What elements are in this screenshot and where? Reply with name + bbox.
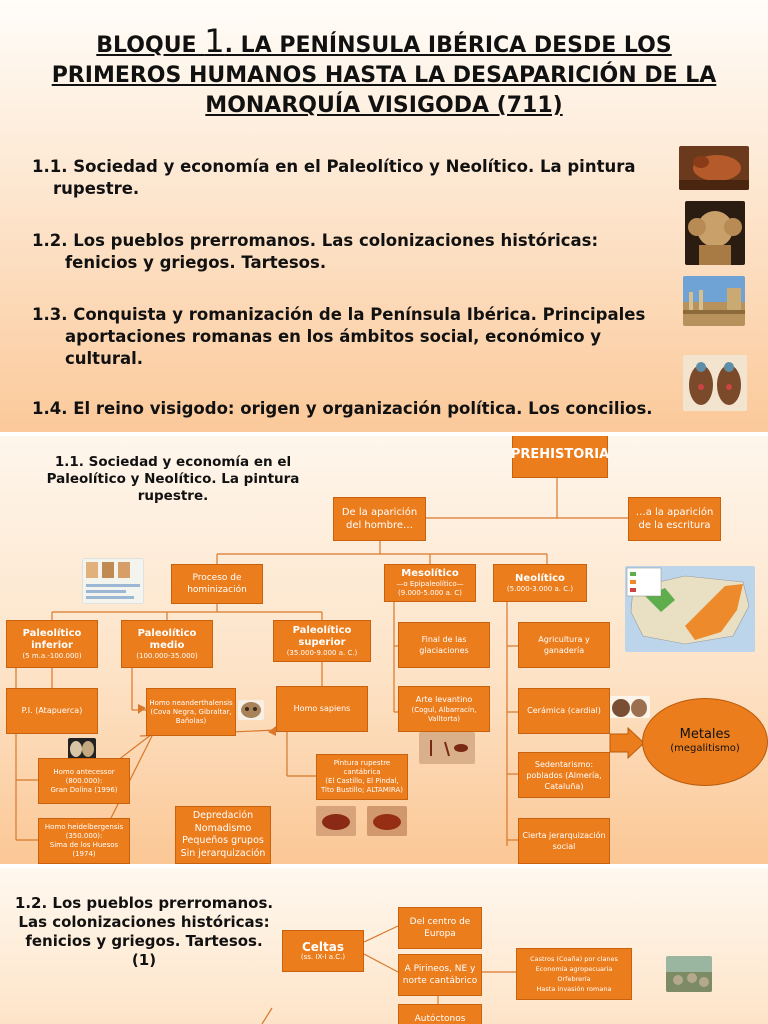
topic-item-3: 1.3. Conquista y romanización de la Península Ibérica. Principales aportaciones romanas en los ámbitos social, económico y cultural. [32, 305, 646, 368]
topic-item-1: 1.1. Sociedad y economía en el Paleolítico y Neolítico. La pintura rupestre. [32, 157, 636, 198]
castro-coana-image [666, 956, 712, 992]
metales-ellipse: Metales (megalitismo) [642, 698, 768, 786]
box-arte-levantino: Arte levantino (Cogul, Albarracín, Valltorta) [398, 686, 490, 732]
box-prehistoria: PREHISTORIA [512, 436, 608, 478]
neolithic-spread-map-image [625, 566, 755, 652]
box-agricultura: Agricultura y ganadería [518, 622, 610, 668]
cave-painting-image [679, 146, 749, 190]
roman-ruins-image [683, 276, 745, 326]
cardial-pottery-image [610, 696, 650, 718]
slide-2-subtitle: 1.1. Sociedad y economía en el Paleolítico y Neolítico. La pintura rupestre. [46, 454, 300, 504]
box-aparicion-escritura: …a la aparición de la escritura [628, 497, 721, 541]
box-homo-sapiens: Homo sapiens [276, 686, 368, 732]
box-ceramica: Cerámica (cardial) [518, 688, 610, 734]
bison-painting-image-1 [316, 806, 356, 836]
box-autoctonos: Autóctonos [398, 1004, 482, 1024]
slide-1 [0, 0, 768, 432]
box-depredacion: Depredación Nomadismo Pequeños grupos Sin jerarquización [175, 806, 271, 864]
box-aparicion-hombre: De la aparición del hombre… [333, 497, 426, 541]
box-jerarquizacion: Cierta jerarquización social [518, 818, 610, 864]
hominid-skulls-image [68, 738, 96, 760]
box-pirineos: A Pirineos, NE y norte cantábrico [398, 954, 482, 996]
box-sedentarismo: Sedentarismo: poblados (Almería, Cataluña) [518, 752, 610, 798]
box-paleolitico-superior: Paleolítico superior (35.000-9.000 a. C.) [273, 620, 371, 662]
box-atapuerca: P.I. (Atapuerca) [6, 688, 98, 734]
box-neanderthalensis: Homo neanderthalensis (Cova Negra, Gibraltar, Bañolas) [146, 688, 236, 736]
box-paleolitico-medio: Paleolítico medio (100.000-35.000) [121, 620, 213, 668]
levantine-art-image [419, 732, 475, 764]
box-proceso-hominizacion: Proceso de hominización [171, 564, 263, 604]
slide-3-subtitle: 1.2. Los pueblos prerromanos. Las colonizaciones históricas: fenicios y griegos. Tartesos. (1) [14, 894, 274, 969]
box-homo-antecessor: Homo antecessor (800.000): Gran Dolina (1996) [38, 758, 130, 804]
block-title: BLOQUE 1. LA PENÍNSULA IBÉRICA DESDE LOS PRIMEROS HUMANOS HASTA LA DESAPARICIÓN DE LA MONARQUÍA VISIGODA (711) [51, 22, 717, 118]
box-neolitico: Neolítico (5.000-3.000 a. C.) [493, 564, 587, 602]
box-homo-heidelbergensis: Homo heidelbergensis (350.000): Sima de los Huesos (1974) [38, 818, 130, 864]
box-centro-europa: Del centro de Europa [398, 907, 482, 949]
box-castros: Castros (Coaña) por clanes Economía agropecuaria Orfebrería Hasta invasión romana [516, 948, 632, 1000]
bison-painting-image-2 [367, 806, 407, 836]
hominization-chart-image [82, 558, 144, 604]
topic-item-2: 1.2. Los pueblos prerromanos. Las colonizaciones históricas: fenicios y griegos. Tartesos. [32, 231, 599, 272]
box-pintura-cantabrica: Pintura rupestre cantábrica (El Castillo, El Pindal, Tito Bustillo; ALTAMIRA) [316, 754, 408, 800]
dama-de-elche-image [685, 201, 745, 265]
neanderthal-skull-image [238, 700, 264, 720]
slide-3 [0, 868, 768, 1024]
slide-2 [0, 436, 768, 864]
visigothic-fibulae-image [683, 355, 747, 411]
box-mesolitico: Mesolítico —o Epipaleolítico— (9.000-5.000 a. C) [384, 564, 476, 602]
box-final-glaciaciones: Final de las glaciaciones [398, 622, 490, 668]
box-paleolitico-inferior: Paleolítico inferior (5 m.a.-100.000) [6, 620, 98, 668]
topic-item-4: 1.4. El reino visigodo: origen y organización política. Los concilios. [32, 399, 653, 418]
arrow-right-icon [610, 728, 644, 758]
box-celtas: Celtas (ss. IX-I a.C.) [282, 930, 364, 972]
